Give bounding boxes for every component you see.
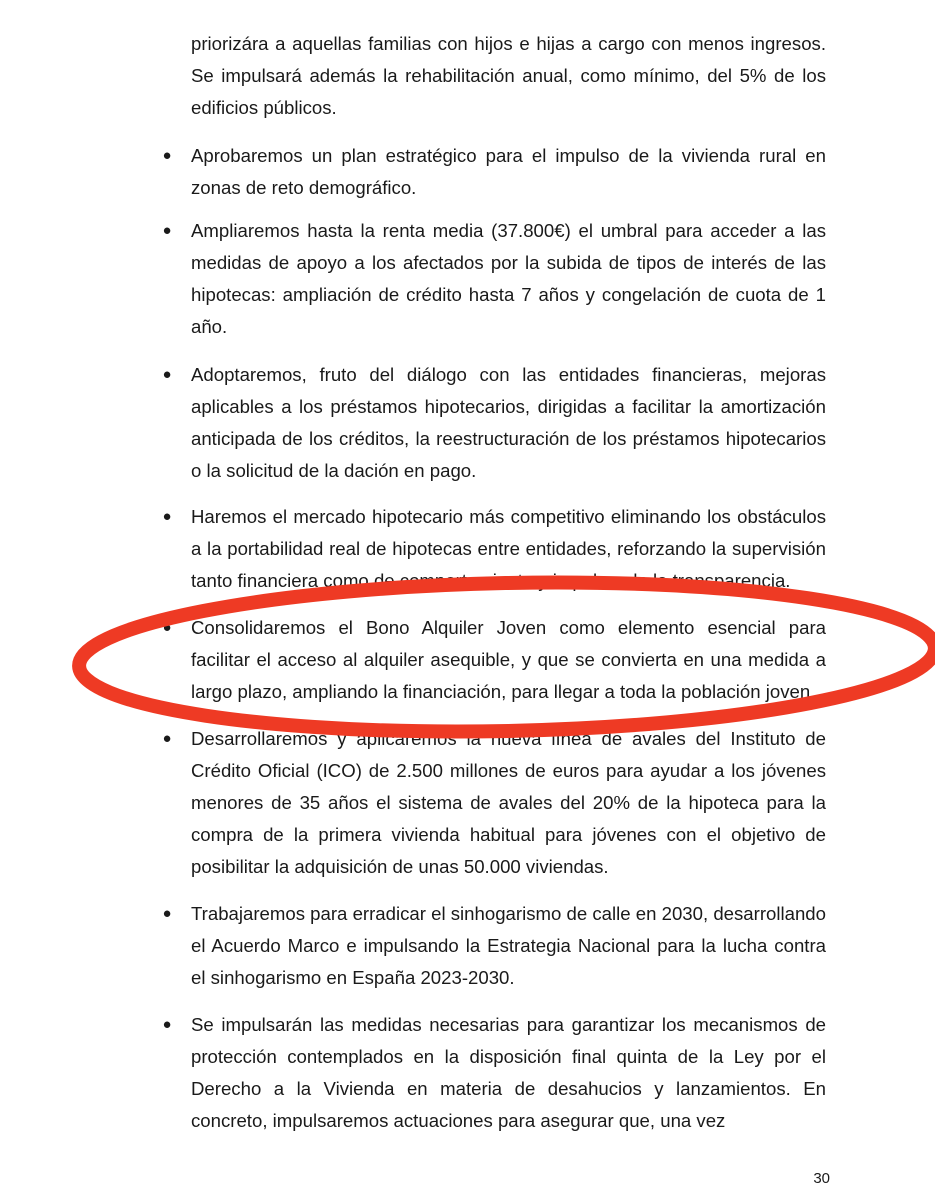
paragraph-line: Aprobaremos un plan estratégico para el impulso de la vivienda rural en xyxy=(191,145,826,166)
paragraph-line: edificios públicos. xyxy=(191,97,337,118)
paragraph-line: facilitar el acceso al alquiler asequible, y que se convierta en una medida a xyxy=(191,649,826,670)
paragraph-line: protección contemplados en la disposición final quinta de la Ley por el xyxy=(191,1046,826,1067)
paragraph-line: Trabajaremos para erradicar el sinhogarismo de calle en 2030, desarrollando xyxy=(191,903,826,924)
paragraph-line: Haremos el mercado hipotecario más competitivo eliminando los obstáculos xyxy=(191,506,826,527)
paragraph-line: largo plazo, ampliando la financiación, para llegar a toda la población joven. xyxy=(191,681,816,702)
paragraph-line: Crédito Oficial (ICO) de 2.500 millones de euros para ayudar a los jóvenes xyxy=(191,760,826,781)
paragraph-line: Ampliaremos hasta la renta media (37.800€) el umbral para acceder a las xyxy=(191,220,826,241)
page-number: 30 xyxy=(813,1170,830,1187)
bullet-marker: ● xyxy=(162,508,172,525)
paragraph-line: o la solicitud de la dación en pago. xyxy=(191,460,477,481)
bullet-marker: ● xyxy=(162,619,172,636)
bullet-marker: ● xyxy=(162,1016,172,1033)
paragraph-line: aplicables a los préstamos hipotecarios, dirigidas a facilitar la amortización xyxy=(191,396,826,417)
paragraph-line: el Acuerdo Marco e impulsando la Estrategia Nacional para la lucha contra xyxy=(191,935,826,956)
paragraph-line: Derecho a la Vivienda en materia de desahucios y lanzamientos. En xyxy=(191,1078,826,1099)
paragraph-line: medidas de apoyo a los afectados por la subida de tipos de interés de las xyxy=(191,252,826,273)
paragraph-line: priorizára a aquellas familias con hijos e hijas a cargo con menos ingresos. xyxy=(191,33,826,54)
paragraph-line: año. xyxy=(191,316,228,337)
bullet-marker: ● xyxy=(162,366,172,383)
paragraph-line: menores de 35 años el sistema de avales del 20% de la hipoteca para la xyxy=(191,792,826,813)
paragraph-line: concreto, impulsaremos actuaciones para asegurar que, una vez xyxy=(191,1110,726,1131)
paragraph-line: Adoptaremos, fruto del diálogo con las entidades financieras, mejoras xyxy=(191,364,826,385)
paragraph-line: Se impulsará además la rehabilitación anual, como mínimo, del 5% de los xyxy=(191,65,826,86)
paragraph-line: compra de la primera vivienda habitual para jóvenes con el objetivo de xyxy=(191,824,826,845)
paragraph-line: Se impulsarán las medidas necesarias para garantizar los mecanismos de xyxy=(191,1014,826,1035)
paragraph-line: Desarrollaremos y aplicaremos la nueva línea de avales del Instituto de xyxy=(191,728,826,749)
paragraph-line: hipotecas: ampliación de crédito hasta 7 años y congelación de cuota de 1 xyxy=(191,284,826,305)
paragraph-line: Consolidaremos el Bono Alquiler Joven como elemento esencial para xyxy=(191,617,826,638)
paragraph-line: a la portabilidad real de hipotecas entre entidades, reforzando la supervisión xyxy=(191,538,826,559)
bullet-marker: ● xyxy=(162,730,172,747)
bullet-marker: ● xyxy=(162,222,172,239)
bullet-marker: ● xyxy=(162,147,172,164)
paragraph-line: anticipada de los créditos, la reestructuración de los préstamos hipotecarios xyxy=(191,428,826,449)
bullet-marker: ● xyxy=(162,905,172,922)
paragraph-line: el sinhogarismo en España 2023-2030. xyxy=(191,967,515,988)
paragraph-line: tanto financiera como de comportamiento y impulsando la transparencia. xyxy=(191,570,791,591)
paragraph-line: posibilitar la adquisición de unas 50.000 viviendas. xyxy=(191,856,609,877)
paragraph-line: zonas de reto demográfico. xyxy=(191,177,417,198)
